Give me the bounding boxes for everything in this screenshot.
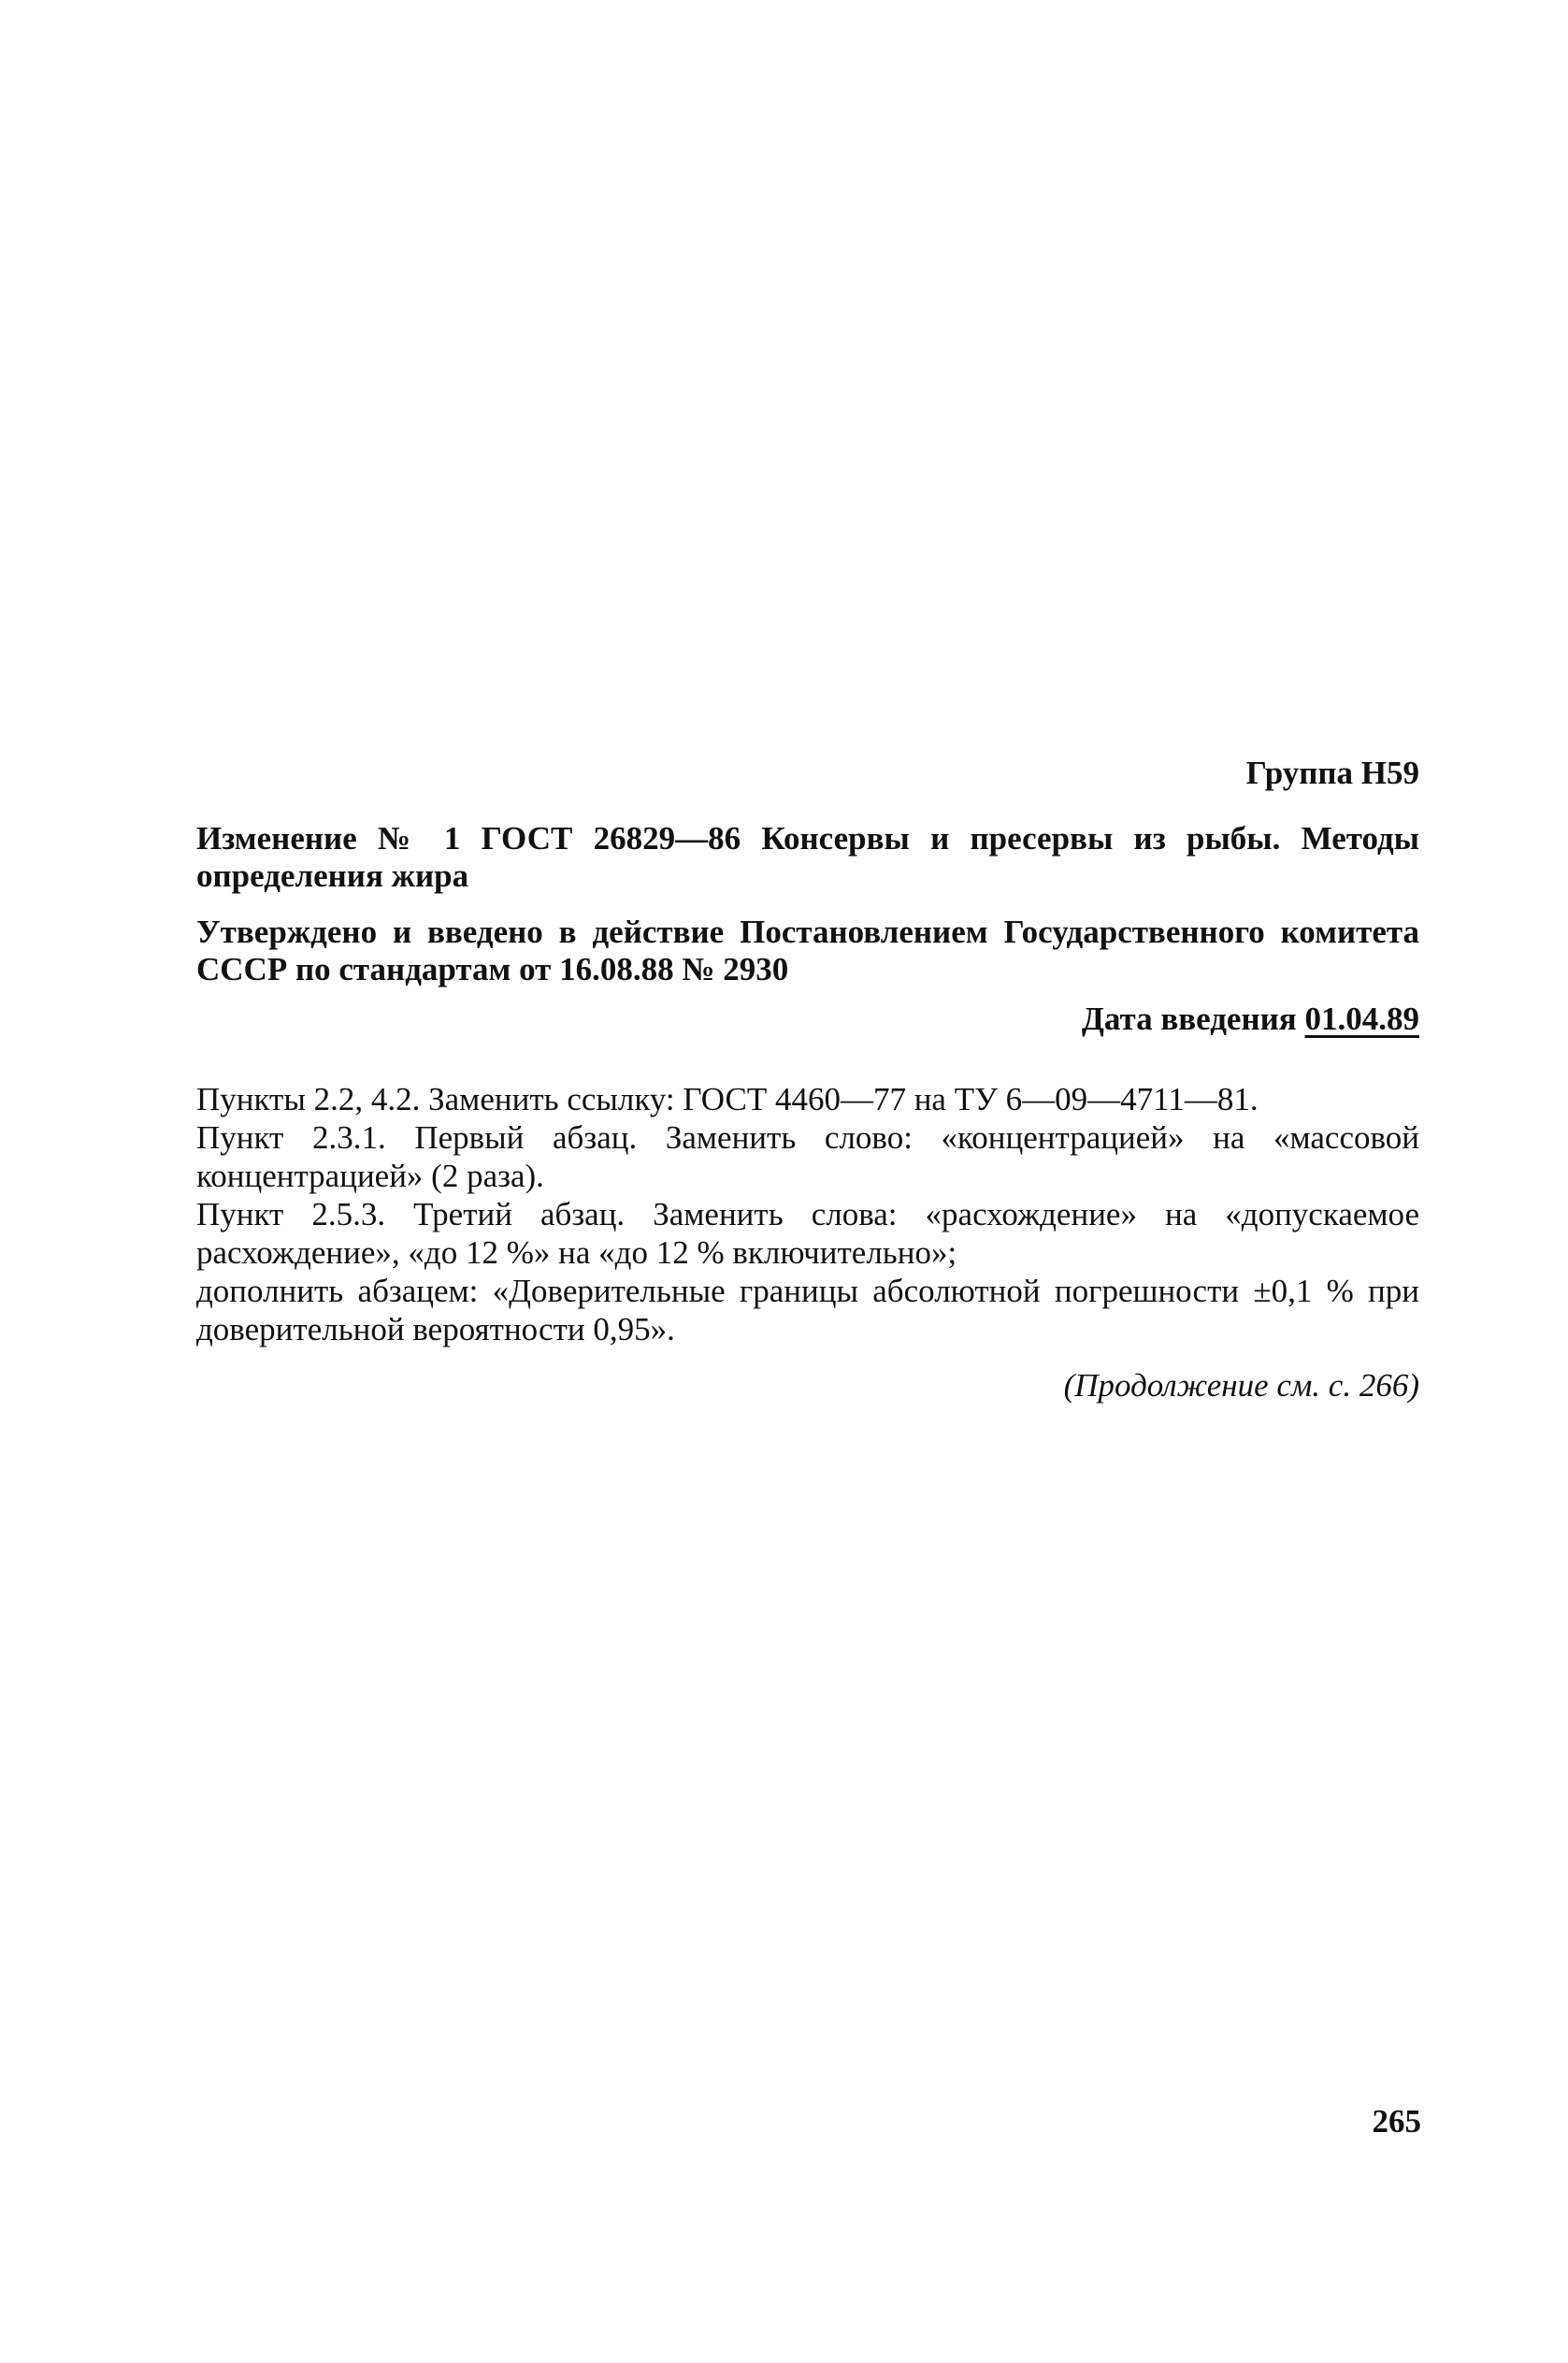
body-paragraph: Пункт 2.5.3. Третий абзац. Заменить слова: «расхождение» на «допускаемое расхождение», «до 12 %» на «до 12 % включительно»; <box>196 1196 1419 1271</box>
document-body <box>196 1080 1419 1348</box>
body-paragraph: Пункты 2.2, 4.2. Заменить ссылку: ГОСТ 4460—77 на ТУ 6—09—4711—81. <box>196 1081 1259 1117</box>
continuation-note: (Продолжение см. с. 266) <box>1063 1367 1419 1404</box>
effective-date <box>196 1000 1419 1039</box>
approval-statement: Утверждено и введено в действие Постановлением Государственного комитета СССР по стандартам от 16.08.88 № 2930 <box>196 914 1419 987</box>
change-title: Изменение № 1 ГОСТ 26829—86 Консервы и пресервы из рыбы. Методы определения жира <box>196 820 1419 894</box>
body-paragraph: дополнить абзацем: «Доверительные границы абсолютной погрешности ±0,1 % при доверительной вероятности 0,95». <box>196 1273 1419 1347</box>
effective-date-label: Дата введения <box>1081 1001 1297 1037</box>
page-number: 265 <box>1372 2103 1421 2140</box>
effective-date-value: 01.04.89 <box>1304 1001 1419 1037</box>
group-label: Группа Н59 <box>1245 755 1419 791</box>
document-content <box>196 753 1419 1406</box>
body-paragraph: Пункт 2.3.1. Первый абзац. Заменить слово: «концентрацией» на «массовой концентрацией» (2 раза). <box>196 1119 1419 1194</box>
